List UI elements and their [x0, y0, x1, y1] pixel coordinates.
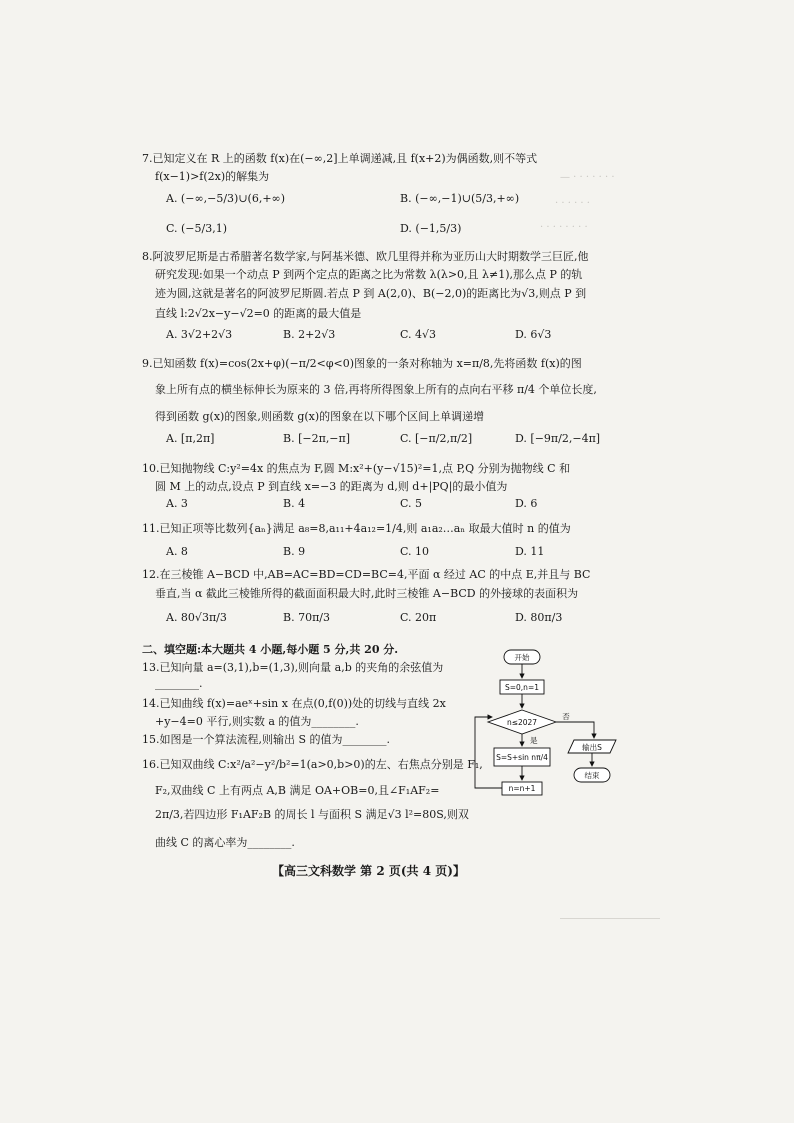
- flow-increment-label: n=n+1: [508, 784, 536, 793]
- flow-start-label: 开始: [514, 653, 530, 662]
- flow-update-label: S=S+sin nπ/4: [496, 753, 548, 762]
- q7-option-b: B. (−∞,−1)∪(5/3,+∞): [400, 192, 520, 205]
- q7-option-a: A. (−∞,−5/3)∪(6,+∞): [166, 192, 285, 205]
- q10-line2: 圆 M 上的动点,设点 P 到直线 x=−3 的距离为 d,则 d+|PQ|的最小值为: [155, 480, 508, 493]
- q14-line1: 14.已知曲线 f(x)=aeˣ+sin x 在点(0,f(0))处的切线与直线 2x: [142, 697, 446, 710]
- q12-option-a: A. 80√3π/3: [166, 611, 227, 624]
- q9-line2: 象上所有点的横坐标伸长为原来的 3 倍,再将所得图象上所有的点向右平移 π/4 个单位长度,: [155, 383, 597, 396]
- q12-line2: 垂直,当 α 截此三棱锥所得的截面面积最大时,此时三棱锥 A−BCD 的外接球的表面积为: [155, 587, 579, 600]
- q10-line1: 10.已知抛物线 C:y²=4x 的焦点为 F,圆 M:x²+(y−√15)²=1,点 P,Q 分别为抛物线 C 和: [142, 462, 571, 475]
- q10-option-c: C. 5: [400, 497, 423, 510]
- scan-artifact-line: [560, 918, 660, 919]
- q8-line1: 8.阿波罗尼斯是古希腊著名数学家,与阿基米德、欧几里得并称为亚历山大时期数学三巨匠,他: [142, 250, 589, 263]
- q12-option-b: B. 70π/3: [283, 611, 331, 624]
- q12-option-d: D. 80π/3: [515, 611, 563, 624]
- section-2-heading: 二、填空题:本大题共 4 小题,每小题 5 分,共 20 分.: [142, 643, 399, 656]
- q10-option-b: B. 4: [283, 497, 306, 510]
- q7-line2: f(x−1)>f(2x)的解集为: [155, 170, 270, 183]
- q9-option-b: B. [−2π,−π]: [283, 432, 351, 445]
- q11-option-a: A. 8: [166, 545, 188, 558]
- q11-line1: 11.已知正项等比数列{aₙ}满足 a₈=8,a₁₁+4a₁₂=1/4,则 a₁a₂…aₙ 取最大值时 n 的值为: [142, 522, 571, 535]
- exam-page: — · · · · · · · · · · · · · · · · · · · · · 7.已知定义在 R 上的函数 f(x)在(−∞,2]上单调递减,且 f(x+2)为偶函数,则不等式 f(x−1)>f(2x)的解集为 A. (−∞,−5/3)∪(6,+∞) B. (−∞,−1)∪(5/3,+∞) C. (−5/3,1) D. (−1,5/3) 8.阿波罗尼斯是古希腊著名数学家,与阿基米德、欧几里得并称为亚历山大时期数学三巨匠,他 研究发现:如果一个动点 P 到两个定点的距离之比为常数 λ(λ>0,且 λ≠1),那么点 P 的轨 迹为圆,这就是著名的阿波罗尼斯圆.若点 P 到 A(2,0)、B(−2,0)的距离比为√3,则点 P 到 直线 l:2√2x−y−√2=0 的距离的最大值是 A. 3√2+2√3 B. 2+2√3 C. 4√3 D. 6√3 9.已知函数 f(x)=cos(2x+φ)(−π/2<φ<0)图象的一条对称轴为 x=π/8,先将函数 f(x)的图 象上所有点的横坐标伸长为原来的 3 倍,再将所得图象上所有的点向右平移 π/4 个单位长度, 得到函数 g(x)的图象,则函数 g(x)的图象在以下哪个区间上单调递增 A. [π,2π] B. [−2π,−π] C. [−π/2,π/2] D. [−9π/2,−4π] 10.已知抛物线 C:y²=4x 的焦点为 F,圆 M:x²+(y−√15)²=1,点 P,Q 分别为抛物线 C 和 圆 M 上的动点,设点 P 到直线 x=−3 的距离为 d,则 d+|PQ|的最小值为 A. 3 B. 4 C. 5 D. 6 11.已知正项等比数列{aₙ}满足 a₈=8,a₁₁+4a₁₂=1/4,则 a₁a₂…aₙ 取最大值时 n 的值为 A. 8 B. 9 C. 10 D. 11 12.在三棱锥 A−BCD 中,AB=AC=BD=CD=BC=4,平面 α 经过 AC 的中点 E,并且与 BC 垂直,当 α 截此三棱锥所得的截面面积最大时,此时三棱锥 A−BCD 的外接球的表面积为 A. 80√3π/3 B. 70π/3 C. 20π D. 80π/3 二、填空题:本大题共 4 小题,每小题 5 分,共 20 分. 13.已知向量 a=(3,1),b=(1,3),则向量 a,b 的夹角的余弦值为 ________. 14.已知曲线 f(x)=aeˣ+sin x 在点(0,f(0))处的切线与直线 2x +y−4=0 平行,则实数 a 的值为________. 15.如图是一个算法流程,则输出 S 的值为________. 16.已知双曲线 C:x²/a²−y²/b²=1(a>0,b>0)的左、右焦点分别是 F₁, F₂,双曲线 C 上有两点 A,B 满足 OA+OB=0,且∠F₁AF₂= 2π/3,若四边形 F₁AF₂B 的周长 l 与面积 S 满足√3 l²=80S,则双 曲线 C 的离心率为________. 开始 S=0,n=1 n≤2027 否 是 S=S+sin nπ/4 n=n+1 输出S 结束 【高三文科数学 第 2 页(共 4 页)】: [0, 0, 794, 1123]
- q8-option-b: B. 2+2√3: [283, 328, 336, 341]
- flow-yes-label: 是: [530, 736, 538, 745]
- q7-option-d: D. (−1,5/3): [400, 222, 462, 235]
- q8-line3: 迹为圆,这就是著名的阿波罗尼斯圆.若点 P 到 A(2,0)、B(−2,0)的距离比为√3,则点 P 到: [155, 287, 587, 300]
- q11-option-d: D. 11: [515, 545, 545, 558]
- q13-blank: ________.: [155, 677, 203, 690]
- q8-option-d: D. 6√3: [515, 328, 552, 341]
- q9-option-d: D. [−9π/2,−4π]: [515, 432, 601, 445]
- flow-end-label: 结束: [584, 771, 600, 780]
- q9-option-a: A. [π,2π]: [166, 432, 215, 445]
- q9-option-c: C. [−π/2,π/2]: [400, 432, 473, 445]
- q14-line2: +y−4=0 平行,则实数 a 的值为________.: [155, 715, 359, 728]
- q12-line1: 12.在三棱锥 A−BCD 中,AB=AC=BD=CD=BC=4,平面 α 经过 AC 的中点 E,并且与 BC: [142, 568, 591, 581]
- q10-option-d: D. 6: [515, 497, 538, 510]
- flow-condition-label: n≤2027: [506, 718, 538, 727]
- q10-option-a: A. 3: [166, 497, 188, 510]
- q11-option-b: B. 9: [283, 545, 306, 558]
- flow-init-label: S=0,n=1: [504, 683, 540, 692]
- q8-option-c: C. 4√3: [400, 328, 437, 341]
- q16-line2: F₂,双曲线 C 上有两点 A,B 满足 OA+OB=0,且∠F₁AF₂=: [155, 784, 440, 797]
- q9-line1: 9.已知函数 f(x)=cos(2x+φ)(−π/2<φ<0)图象的一条对称轴为 x=π/8,先将函数 f(x)的图: [142, 357, 582, 370]
- q16-line3: 2π/3,若四边形 F₁AF₂B 的周长 l 与面积 S 满足√3 l²=80S,则双: [155, 808, 469, 821]
- flow-no-label: 否: [562, 712, 570, 721]
- q8-line2: 研究发现:如果一个动点 P 到两个定点的距离之比为常数 λ(λ>0,且 λ≠1),那么点 P 的轨: [155, 268, 583, 281]
- q11-option-c: C. 10: [400, 545, 430, 558]
- q9-line3: 得到函数 g(x)的图象,则函数 g(x)的图象在以下哪个区间上单调递增: [155, 410, 485, 423]
- q16-line4: 曲线 C 的离心率为________.: [155, 836, 295, 849]
- flowchart: [470, 645, 630, 810]
- q16-line1: 16.已知双曲线 C:x²/a²−y²/b²=1(a>0,b>0)的左、右焦点分别是 F₁,: [142, 758, 483, 771]
- q8-option-a: A. 3√2+2√3: [166, 328, 233, 341]
- q8-line4: 直线 l:2√2x−y−√2=0 的距离的最大值是: [155, 307, 362, 320]
- flow-output-label: 输出S: [582, 743, 602, 752]
- q13-line1: 13.已知向量 a=(3,1),b=(1,3),则向量 a,b 的夹角的余弦值为: [142, 661, 444, 674]
- q15-line1: 15.如图是一个算法流程,则输出 S 的值为________.: [142, 733, 391, 746]
- q12-option-c: C. 20π: [400, 611, 437, 624]
- q7-line1: 7.已知定义在 R 上的函数 f(x)在(−∞,2]上单调递减,且 f(x+2)为偶函数,则不等式: [142, 152, 538, 165]
- page-footer: 【高三文科数学 第 2 页(共 4 页)】: [272, 864, 465, 878]
- q7-option-c: C. (−5/3,1): [166, 222, 228, 235]
